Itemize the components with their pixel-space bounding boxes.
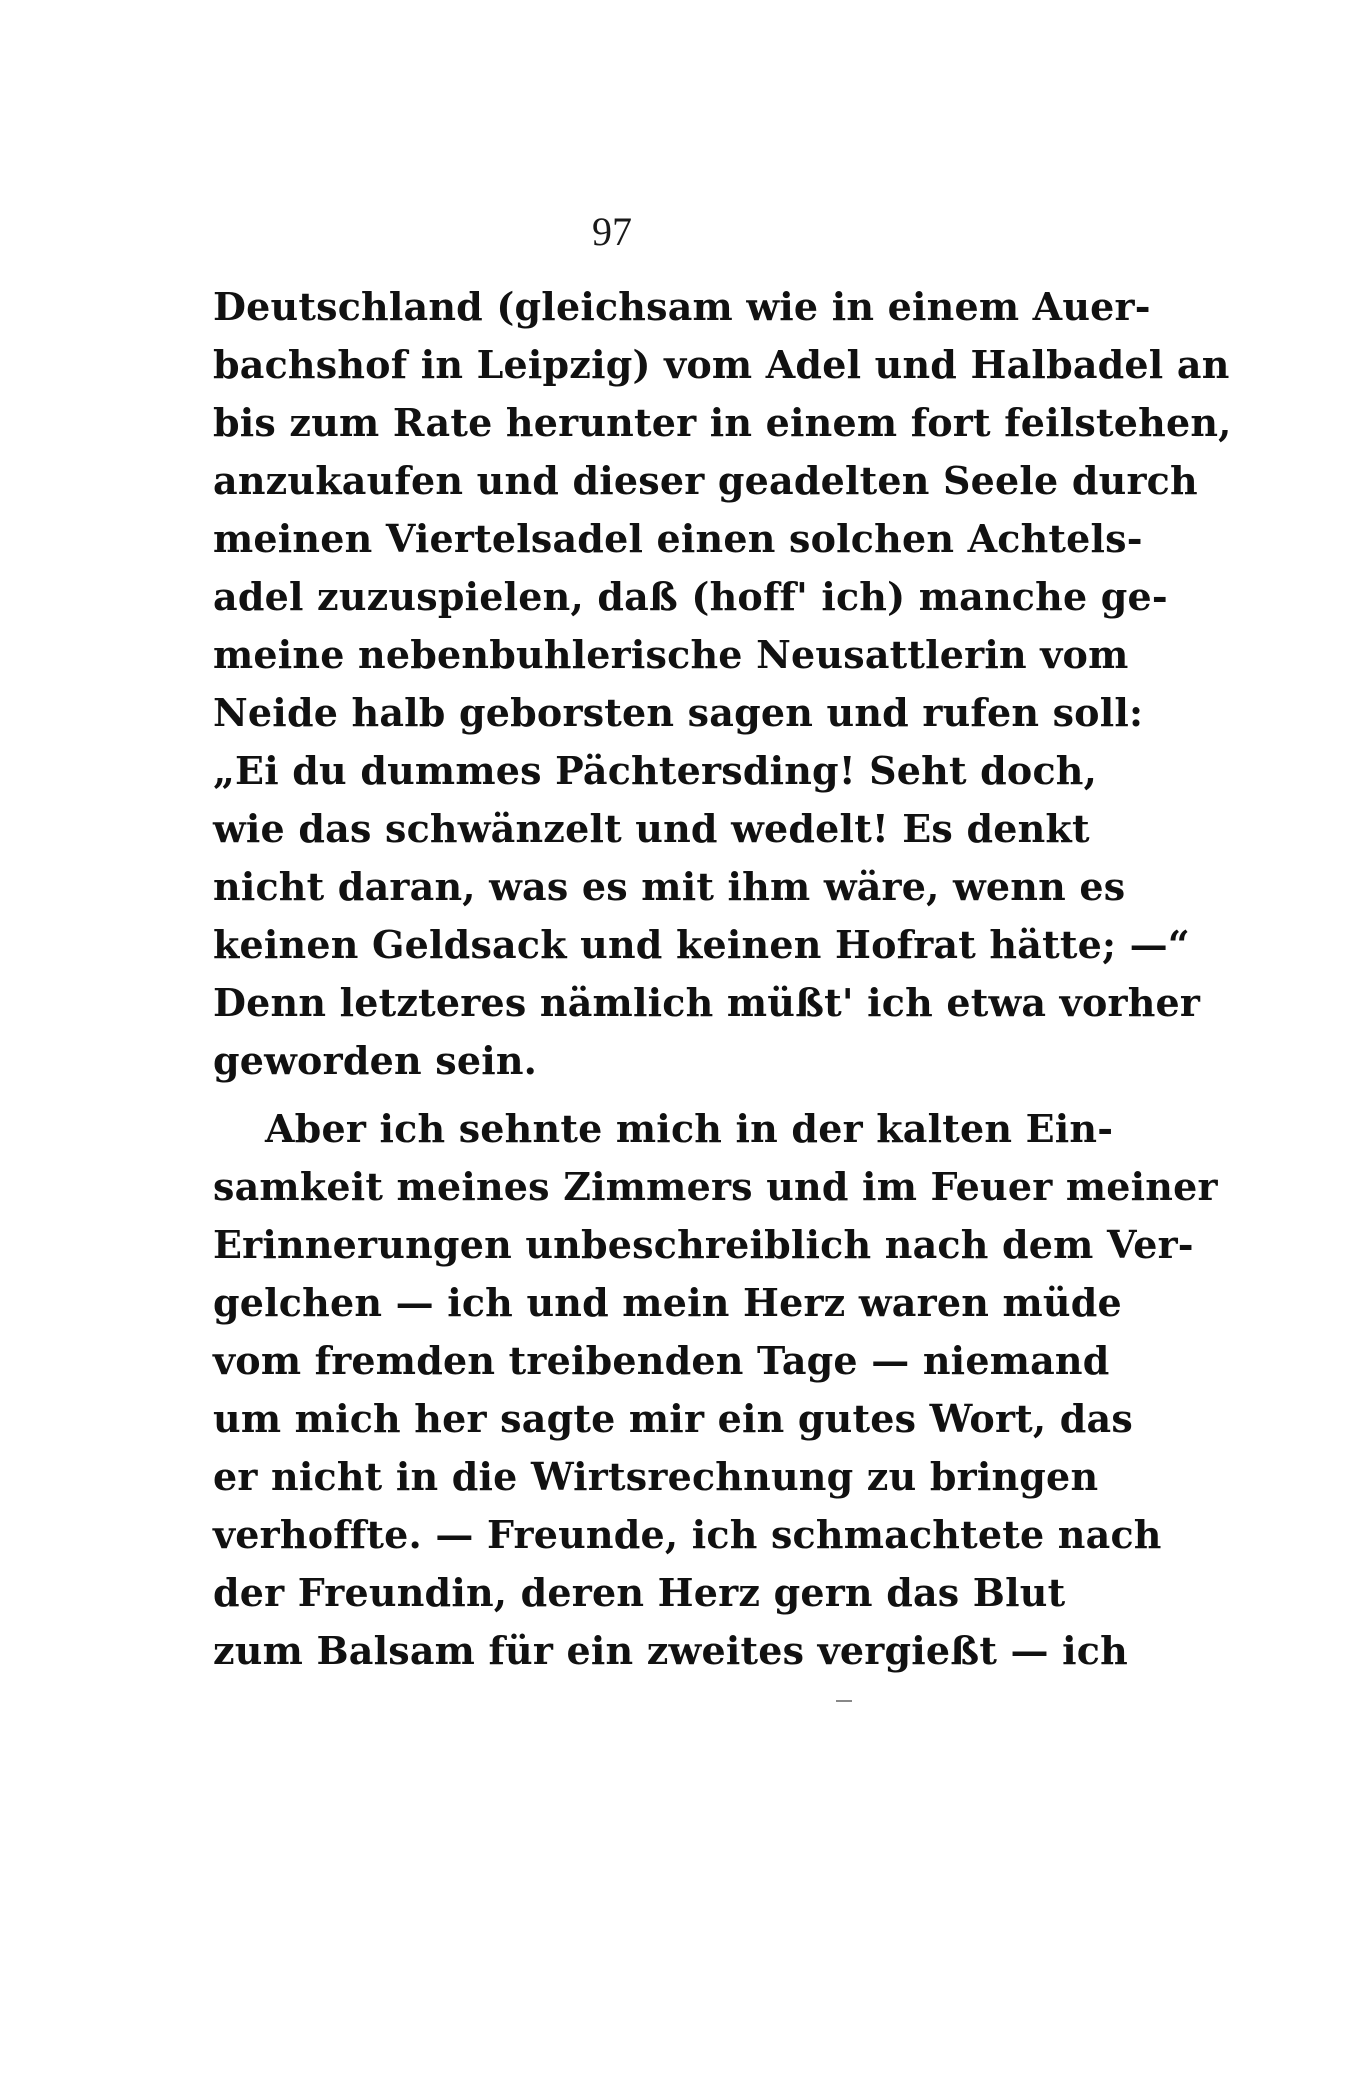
text-line: Aber ich sehnte mich in der kalten Ein- [265,1106,1114,1151]
text-line: adel zuzuspielen, daß (hoff' ich) manche ge- [213,574,1168,619]
text-line: der Freundin, deren Herz gern das Blut [213,1570,1066,1615]
text-line: meinen Viertelsadel einen solchen Achtels- [213,516,1143,561]
text-line: nicht daran, was es mit ihm wäre, wenn es [213,864,1126,909]
footer-mark [836,1700,852,1702]
paragraph-1 [213,278,1232,1090]
paragraph-gap [213,1090,1013,1100]
text-line: bachshof in Leipzig) vom Adel und Halbadel an [213,342,1230,387]
text-line: geworden sein. [213,1038,538,1083]
text-line: verhoffte. — Freunde, ich schmachtete nach [213,1512,1162,1557]
text-line: vom fremden treibenden Tage — niemand [213,1338,1110,1383]
text-line: gelchen — ich und mein Herz waren müde [213,1280,1122,1325]
text-line: Erinnerungen unbeschreiblich nach dem Ver- [213,1222,1194,1267]
body-text [213,278,1232,1680]
text-line: bis zum Rate herunter in einem fort feilstehen, [213,400,1232,445]
text-line: Denn letzteres nämlich müßt' ich etwa vorher [213,980,1201,1025]
text-line: er nicht in die Wirtsrechnung zu bringen [213,1454,1099,1499]
text-line: keinen Geldsack und keinen Hofrat hätte; —“ [213,922,1190,967]
text-line: Deutschland (gleichsam wie in einem Auer- [213,284,1151,329]
text-line: meine nebenbuhlerische Neusattlerin vom [213,632,1129,677]
page-number: 97 [592,209,632,254]
text-line: anzukaufen und dieser geadelten Seele durch [213,458,1198,503]
text-line: wie das schwänzelt und wedelt! Es denkt [213,806,1090,851]
text-line: um mich her sagte mir ein gutes Wort, das [213,1396,1133,1441]
paragraph-2 [213,1100,1218,1680]
text-line: samkeit meines Zimmers und im Feuer meiner [213,1164,1218,1209]
text-line: Neide halb geborsten sagen und rufen soll: [213,690,1144,735]
text-line: „Ei du dummes Pächtersding! Seht doch, [213,748,1098,793]
text-line: zum Balsam für ein zweites vergießt — ich [213,1628,1128,1673]
